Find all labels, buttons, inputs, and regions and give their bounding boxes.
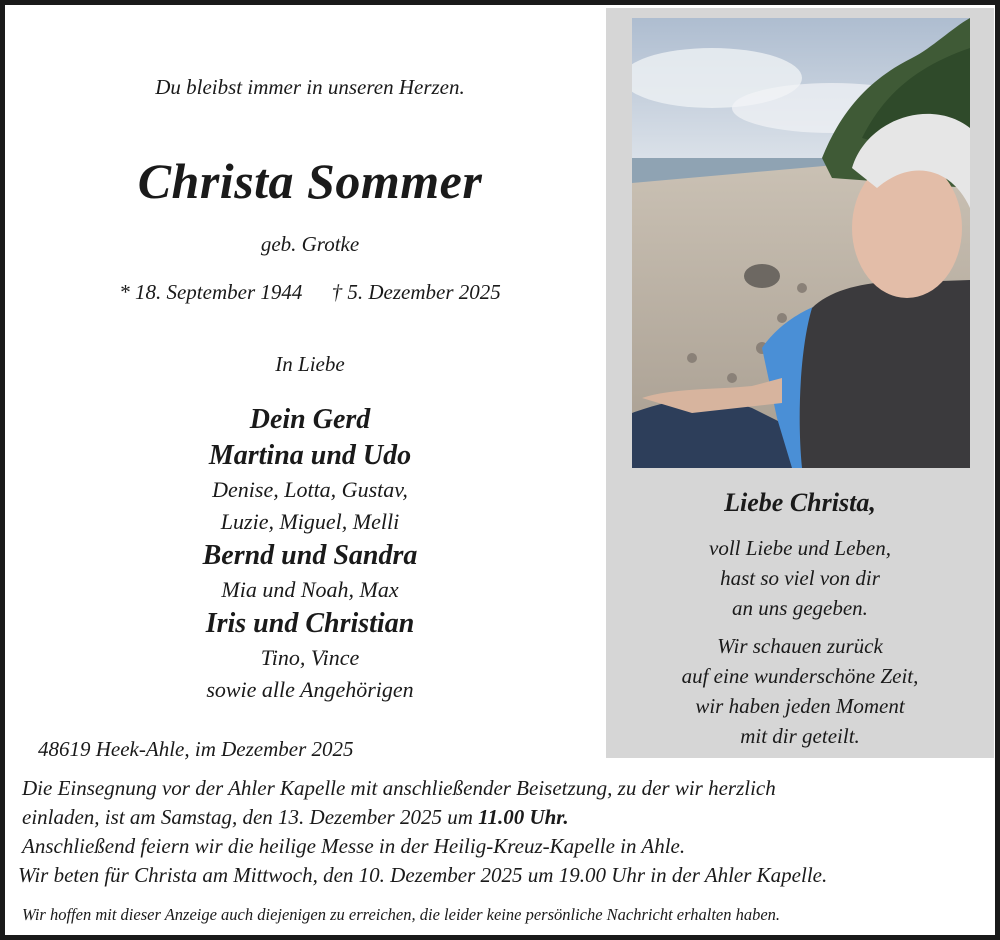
deceased-name: Christa Sommer (137, 153, 483, 209)
mourner-line: sowie alle Angehörigen (206, 677, 414, 702)
notice-line: Die Einsegnung vor der Ahler Kapelle mit anschließender Beisetzung, zu der wir herzlich (22, 776, 776, 800)
mourner-line: Mia und Noah, Max (221, 577, 399, 602)
notice-line (22, 803, 992, 832)
footer-note: Wir hoffen mit dieser Anzeige auch diejenigen zu erreichen, die leider keine persönliche Nachricht erhalten haben. (22, 905, 781, 924)
life-dates (10, 280, 610, 305)
motto: Du bleibst immer in unseren Herzen. (155, 75, 465, 99)
notice-line: Wir beten für Christa am Mittwoch, den 10. Dezember 2025 um 19.00 Uhr in der Ahler Kapelle. (18, 863, 828, 887)
in-love-intro: In Liebe (275, 352, 345, 376)
mourner-line: Iris und Christian (205, 608, 415, 639)
death-date: † 5. Dezember 2025 (331, 280, 501, 304)
maiden-name: geb. Grotke (260, 232, 360, 256)
notice-time: 11.00 Uhr. (478, 805, 569, 829)
mourner-line: Dein Gerd (249, 404, 371, 435)
stanza-gap (606, 623, 994, 631)
poem-line: voll Liebe und Leben, (709, 536, 891, 560)
poem-line: hast so viel von dir (720, 566, 880, 590)
poem-line: an uns gegeben. (732, 596, 868, 620)
poem-line: wir haben jeden Moment (695, 694, 905, 718)
mourner-line: Tino, Vince (260, 645, 360, 670)
mourners-list (10, 402, 610, 706)
poem-line: mit dir geteilt. (740, 724, 860, 748)
tribute-greeting: Liebe Christa, (724, 488, 876, 517)
mourner-line: Bernd und Sandra (202, 540, 418, 571)
birth-date: * 18. September 1944 (119, 280, 303, 304)
tribute-poem (606, 533, 994, 751)
mourner-line: Luzie, Miguel, Melli (220, 509, 400, 534)
portrait-image (632, 18, 970, 468)
ceremony-notice (18, 774, 992, 890)
mourner-line: Denise, Lotta, Gustav, (212, 477, 408, 502)
portrait-photo (632, 18, 970, 468)
poem-line: Wir schauen zurück (717, 634, 883, 658)
mourner-line: Martina und Udo (208, 440, 412, 471)
poem-line: auf eine wunderschöne Zeit, (681, 664, 919, 688)
place-date: 48619 Heek-Ahle, im Dezember 2025 (38, 737, 354, 761)
notice-text: einladen, ist am Samstag, den 13. Dezember 2025 um (22, 805, 479, 829)
notice-line: Anschließend feiern wir die heilige Messe in der Heilig-Kreuz-Kapelle in Ahle. (22, 834, 686, 858)
